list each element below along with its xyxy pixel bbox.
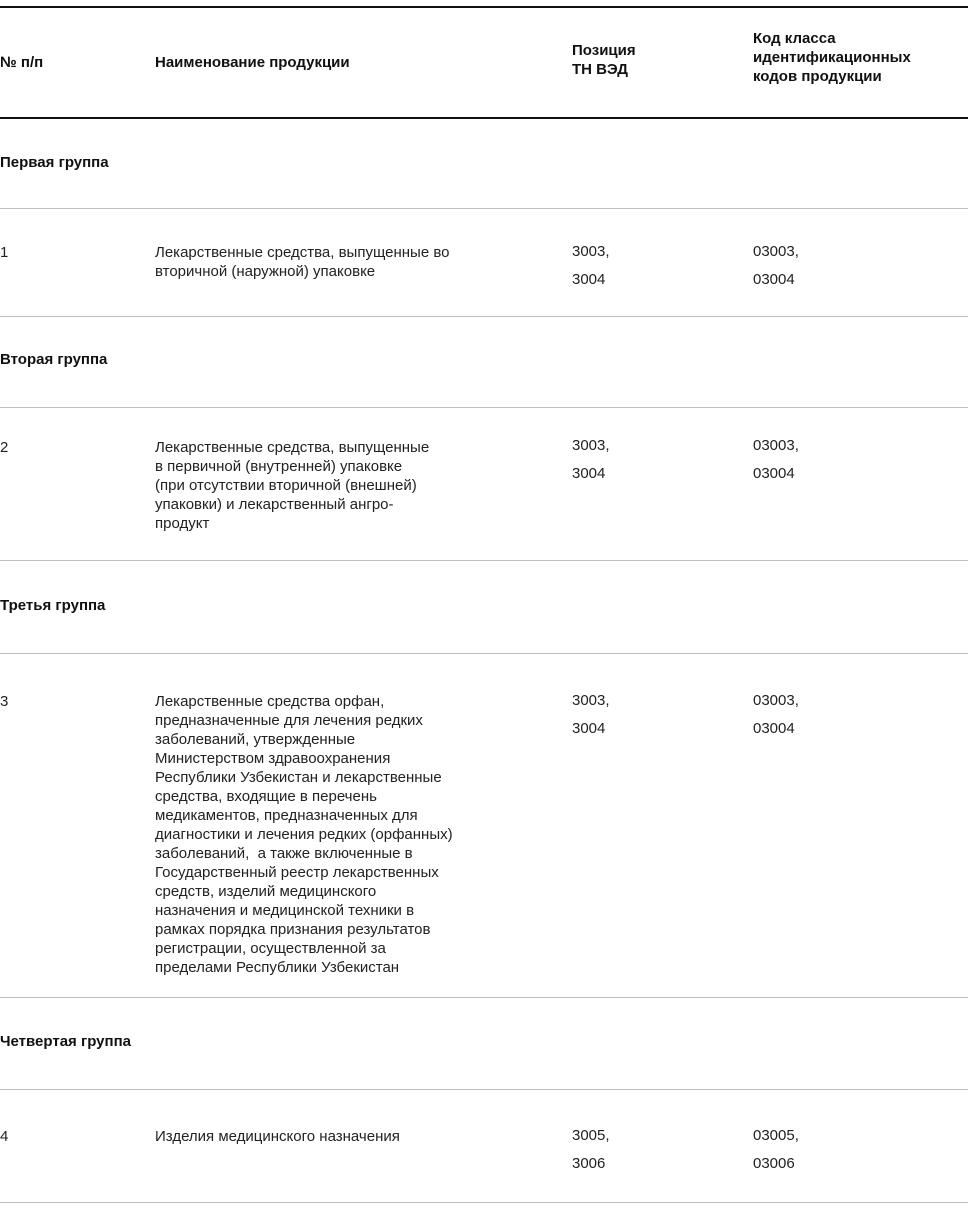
tn-value: 3003, [572, 437, 610, 454]
tn-value: 3004 [572, 465, 606, 482]
row-tn-1 [572, 238, 722, 294]
name-line: продукт [155, 515, 210, 532]
header-col-number: № п/п [0, 54, 44, 71]
code-value: 03004 [753, 720, 795, 737]
group-row-3 [0, 561, 968, 654]
header-col-name: Наименование продукции [155, 54, 350, 71]
name-line: регистрации, осуществленной за [155, 940, 386, 957]
table-header [0, 8, 968, 119]
row-number-1: 1 [0, 244, 9, 261]
name-line: (при отсутствии вторичной (внешней) [155, 477, 417, 494]
group-title-4: Четвертая группа [0, 1033, 131, 1050]
code-value: 03006 [753, 1155, 795, 1172]
name-line: средств, изделий медицинского [155, 883, 377, 900]
name-line: в первичной (внутренней) упаковке [155, 458, 403, 475]
name-line: предназначенные для лечения редких [155, 712, 423, 729]
row-tn-2 [572, 432, 722, 488]
code-value: 03005, [753, 1127, 799, 1144]
name-line: Лекарственные средства орфан, [155, 693, 385, 710]
header-col-tn-line2: ТН ВЭД [572, 61, 628, 78]
header-col-code-line2: идентификационных [753, 49, 911, 66]
row-code-4 [753, 1122, 953, 1178]
header-col-code-line3: кодов продукции [753, 68, 882, 85]
name-line: упаковки) и лекарственный ангро- [155, 496, 394, 513]
row-number-3: 3 [0, 693, 9, 710]
row-code-3 [753, 687, 953, 743]
row-tn-4 [572, 1122, 722, 1178]
group-title-3: Третья группа [0, 597, 106, 614]
group-row-4 [0, 998, 968, 1090]
row-name-4: Изделия медицинского назначения [155, 1128, 400, 1145]
row-tn-3 [572, 687, 722, 743]
row-code-1 [753, 238, 953, 294]
group-row-2 [0, 317, 968, 408]
name-line: заболеваний, а также включенные в [155, 845, 413, 862]
header-col-code [753, 29, 911, 86]
row-name-3 [155, 692, 515, 977]
name-line: Государственный реестр лекарственных [155, 864, 439, 881]
row-number-2: 2 [0, 439, 9, 456]
tn-value: 3006 [572, 1155, 606, 1172]
name-line: заболеваний, утвержденные [155, 731, 356, 748]
tn-value: 3004 [572, 271, 606, 288]
table-row-3 [0, 654, 968, 998]
code-value: 03003, [753, 243, 799, 260]
row-name-1: Лекарственные средства, выпущенные во вторичной (наружной) упаковке [155, 244, 450, 280]
tn-value: 3005, [572, 1127, 610, 1144]
tn-value: 3003, [572, 692, 610, 709]
name-line: диагностики и лечения редких (орфанных) [155, 826, 453, 843]
name-line: Министерством здравоохранения [155, 750, 391, 767]
table-row-1 [0, 209, 968, 317]
header-col-tn-line1: Позиция [572, 42, 636, 59]
name-line: Республики Узбекистан и лекарственные [155, 769, 442, 786]
name-line: Лекарственные средства, выпущенные [155, 439, 430, 456]
group-title-2: Вторая группа [0, 351, 108, 368]
name-line: пределами Республики Узбекистан [155, 959, 400, 976]
name-line: рамках порядка признания результатов [155, 921, 431, 938]
name-line: средства, входящие в перечень [155, 788, 377, 805]
row-number-4: 4 [0, 1128, 9, 1145]
name-line: медикаментов, предназначенных для [155, 807, 418, 824]
table-row-2 [0, 408, 968, 561]
products-table [0, 6, 968, 1203]
group-row-1 [0, 119, 968, 209]
header-col-tn [572, 41, 636, 79]
row-code-2 [753, 432, 953, 488]
tn-value: 3004 [572, 720, 606, 737]
group-title-1: Первая группа [0, 154, 109, 171]
code-value: 03003, [753, 437, 799, 454]
code-value: 03004 [753, 271, 795, 288]
row-name-2 [155, 438, 505, 533]
code-value: 03003, [753, 692, 799, 709]
header-col-code-line1: Код класса [753, 30, 836, 47]
name-line: назначения и медицинской техники в [155, 902, 415, 919]
tn-value: 3003, [572, 243, 610, 260]
code-value: 03004 [753, 465, 795, 482]
table-row-4 [0, 1090, 968, 1203]
